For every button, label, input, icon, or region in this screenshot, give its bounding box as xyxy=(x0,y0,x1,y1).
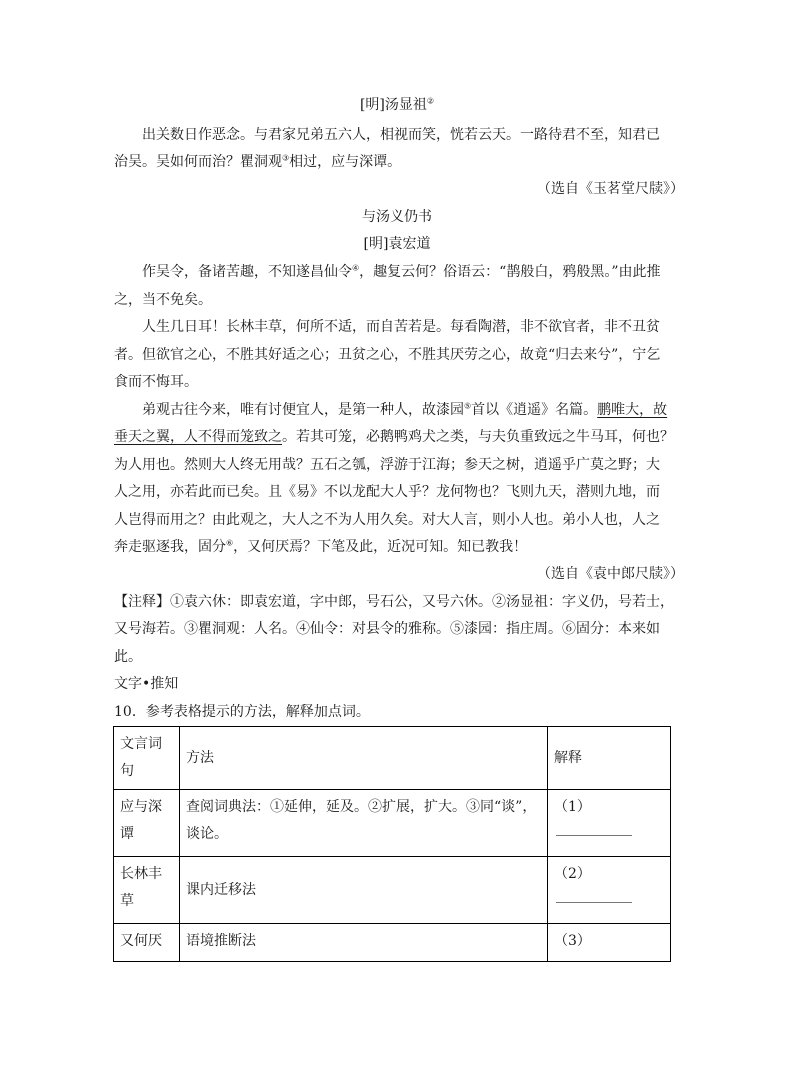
letter2-para3-line: 垂天之翼，人不得而笼致之。若其可笼，必鹅鸭鸡犬之类，与夫负重致远之牛马耳，何也？ xyxy=(114,429,674,445)
letter1-line: 治吴。吴如何而治？瞿洞观③相过，应与深谭。 xyxy=(114,153,402,170)
method-cell: 语境推断法 xyxy=(180,924,548,962)
method-cell: 课内迁移法 xyxy=(180,857,548,924)
answer-number: （2） xyxy=(554,866,591,882)
letter2-para3-line: 人岂得而用之？由此观之，大人之不为人用久矣。对大人言，则小人也。弟小人也，人之 xyxy=(114,512,660,528)
method-cell: 查阅词典法：①延伸，延及。②扩展，扩大。③同“谈”，谈论。 xyxy=(180,790,548,857)
underlined-sentence: 垂天之翼，人不得而笼致之 xyxy=(114,429,282,445)
letter2-para2-line: 者。但欲官之心，不胜其好适之心；丑贫之心，不胜其厌劳之心，故竟“归去来兮”，宁乞 xyxy=(114,347,661,363)
footnote-mark: ② xyxy=(426,96,435,106)
term-cell: 应与深谭 xyxy=(114,790,180,857)
answer-blank[interactable] xyxy=(556,821,632,836)
underlined-sentence: 鹏唯大，故 xyxy=(597,402,668,418)
answer-cell xyxy=(548,790,671,857)
letter2-para3-line: 人之用，亦若此而已矣。且《易》不以龙配大人乎？龙何物也？飞则九天，潜则九地，而 xyxy=(114,484,660,500)
answer-number: （1） xyxy=(554,799,591,815)
letter1-author: [明]汤显祖② xyxy=(359,96,435,113)
letter1-source: （选自《玉茗堂尺牍》） xyxy=(537,181,684,197)
letter2-para3-line: 为人用也。然则大人终无用哉？五石之瓠，浮游于江海；参天之树，逍遥乎广莫之野；大 xyxy=(114,457,660,473)
footnote-mark: ⑥ xyxy=(226,538,234,548)
answer-table xyxy=(113,726,671,962)
notes-line: 【注释】①袁六休：即袁宏道，字中郎，号石公，又号六休。②汤显祖：字义仍，号若士， xyxy=(114,594,674,610)
letter2-source: （选自《袁中郎尺牍》） xyxy=(537,566,684,582)
answer-blank[interactable] xyxy=(556,888,632,903)
notes-line: 又号海若。③瞿洞观：人名。④仙令：对县令的雅称。⑤漆园：指庄周。⑥固分：本来如 xyxy=(114,621,660,637)
table-row xyxy=(114,924,671,962)
section-heading: 文字•推知 xyxy=(114,676,179,692)
answer-cell xyxy=(548,857,671,924)
footnote-mark: ③ xyxy=(282,153,290,163)
term-cell: 长林丰草 xyxy=(114,857,180,924)
letter2-para1-line: 作吴令，备诸苦趣，不知遂昌仙令④，趣复云何？俗语云：“鹊般白，鸦般黑。”由此推 xyxy=(142,263,661,280)
letter2-para2-line: 食而不悔耳。 xyxy=(114,374,198,390)
letter2-author: [明]袁宏道 xyxy=(363,236,431,252)
header-cell: 方法 xyxy=(180,727,548,790)
letter2-para1-line: 之，当不免矣。 xyxy=(114,292,212,308)
letter2-para2-line: 人生几日耳！长林丰草，何所不适，而自苦若是。每看陶潜，非不欲官者，非不丑贫 xyxy=(142,319,660,335)
answer-cell xyxy=(548,924,671,962)
letter2-para3-line: 弟观古往今来，唯有讨便宜人，是第一种人，故漆园⑤首以《逍遥》名篇。鹏唯大，故 xyxy=(142,401,668,418)
letter2-para3-line: 奔走驱逐我，固分⑥，又何厌焉？下笔及此，近况可知。知已教我！ xyxy=(114,538,528,555)
letter2-title: 与汤义仍书 xyxy=(362,209,432,225)
notes-line: 此。 xyxy=(114,649,142,665)
term-cell: 又何厌 xyxy=(114,924,180,962)
footnote-mark: ⑤ xyxy=(464,401,472,411)
question-text: 10．参考表格提示的方法，解释加点词。 xyxy=(114,704,370,720)
table-row xyxy=(114,790,671,857)
header-cell: 文言词句 xyxy=(114,727,180,790)
answer-number: （3） xyxy=(554,933,591,949)
footnote-mark: ④ xyxy=(352,263,360,273)
table-row xyxy=(114,857,671,924)
letter1-line: 出关数日作恶念。与君家兄弟五六人，相视而笑，恍若云天。一路待君不至，知君已 xyxy=(142,127,660,143)
table-header-row xyxy=(114,727,671,790)
header-cell: 解释 xyxy=(548,727,671,790)
